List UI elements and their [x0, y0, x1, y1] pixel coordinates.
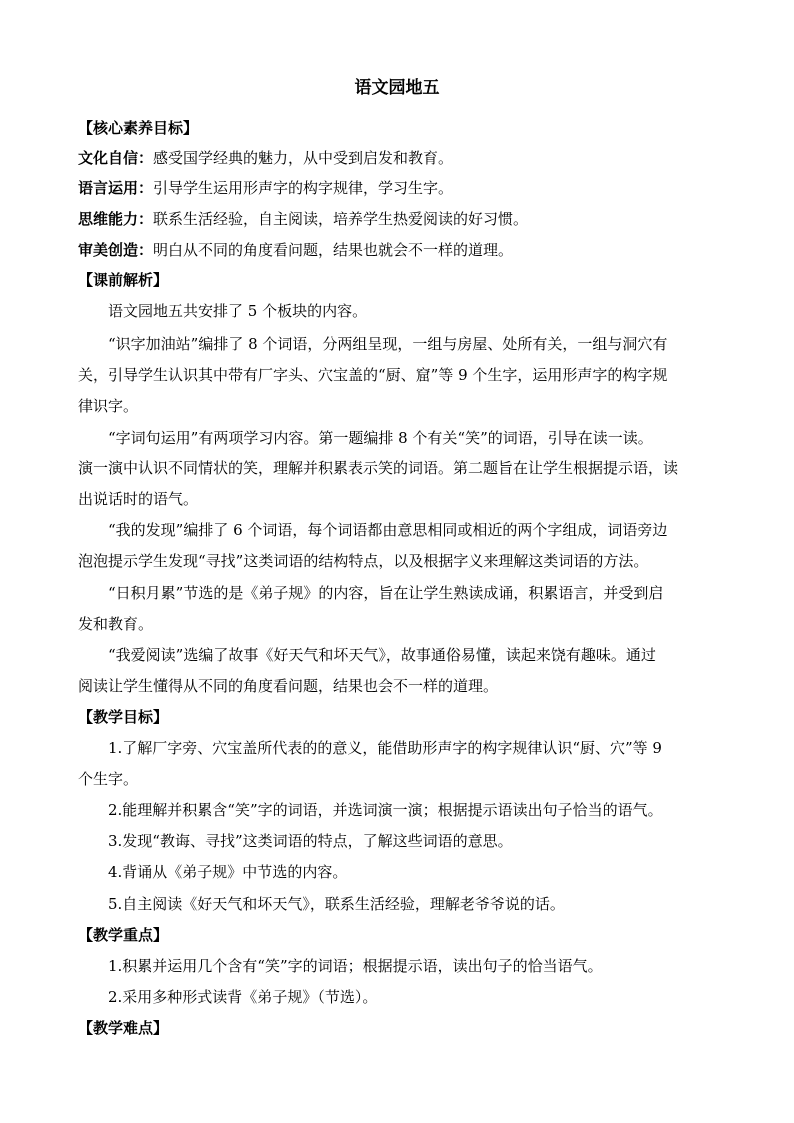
section-heading-core-goals: 【核心素养目标】 — [78, 119, 199, 137]
analysis-line: 律识字。 — [78, 397, 139, 415]
key-point-line: 1.积累并运用几个含有“笑”字的词语；根据提示语，读出句子的恰当语气。 — [108, 957, 603, 975]
key-point-line: 2.采用多种形式读背《弟子规》（节选）。 — [108, 988, 378, 1006]
core-goal-text: 联系生活经验，自主阅读，培养学生热爱阅读的好习惯。 — [153, 210, 529, 228]
analysis-line: 语文园地五共安排了 5 个板块的内容。 — [108, 302, 368, 320]
core-goal-text: 明白从不同的角度看问题，结果也就会不一样的道理。 — [153, 241, 514, 259]
core-goal-item — [78, 239, 728, 261]
analysis-line: 演一演中认识不同情状的笑，理解并积累表示笑的词语。第二题旨在让学生根据提示语，读 — [78, 459, 679, 477]
teaching-goal-line: 1.了解厂字旁、穴宝盖所代表的的意义，能借助形声字的构字规律认识“厨、穴”等 9 — [108, 739, 662, 757]
analysis-line: “我的发现”编排了 6 个词语，每个词语都由意思相同或相近的两个字组成，词语旁边 — [108, 521, 668, 539]
teaching-goal-line: 3.发现“教诲、寻找”这类词语的特点，了解这些词语的意思。 — [108, 832, 513, 850]
teaching-goal-line: 2.能理解并积累含“笑”字的词语，并选词演一演；根据提示语读出句子恰当的语气。 — [108, 801, 663, 819]
core-goal-text: 引导学生运用形声字的构字规律，学习生字。 — [153, 179, 454, 197]
analysis-line: 发和教育。 — [78, 615, 154, 633]
analysis-line: “字词句运用”有两项学习内容。第一题编排 8 个有关“笑”的词语，引导在读一读。 — [108, 429, 653, 447]
teaching-goal-line: 4.背诵从《弟子规》中节选的内容。 — [108, 863, 348, 881]
page-title: 语文园地五 — [354, 78, 440, 98]
core-goal-label: 审美创造： — [78, 241, 154, 259]
core-goal-text: 感受国学经典的魅力，从中受到启发和教育。 — [153, 149, 454, 167]
core-goal-item — [78, 208, 728, 230]
core-goal-label: 语言运用： — [78, 179, 154, 197]
core-goal-label: 文化自信： — [78, 149, 154, 167]
analysis-line: 关，引导学生认识其中带有厂字头、穴宝盖的“厨、窟”等 9 个生字，运用形声字的构字规 — [78, 366, 668, 384]
analysis-line: 阅读让学生懂得从不同的角度看问题，结果也会不一样的道理。 — [78, 677, 499, 695]
core-goal-label: 思维能力： — [78, 210, 154, 228]
teaching-goal-line: 5.自主阅读《好天气和坏天气》，联系生活经验，理解老爷爷说的话。 — [108, 895, 565, 913]
section-heading-key-points: 【教学重点】 — [78, 926, 169, 944]
analysis-line: “日积月累”节选的是《弟子规》的内容，旨在让学生熟读成诵，积累语言，并受到启 — [108, 584, 664, 602]
core-goal-item — [78, 147, 728, 169]
section-heading-analysis: 【课前解析】 — [78, 271, 169, 289]
core-goal-item — [78, 177, 728, 199]
analysis-line: “我爱阅读”选编了故事《好天气和坏天气》，故事通俗易懂，读起来饶有趣味。通过 — [108, 646, 656, 664]
section-heading-teaching-goals: 【教学目标】 — [78, 708, 169, 726]
analysis-line: “识字加油站”编排了 8 个词语，分两组呈现，一组与房屋、处所有关，一组与洞穴有 — [108, 335, 668, 353]
teaching-goal-line: 个生字。 — [78, 770, 139, 788]
analysis-line: 泡泡提示学生发现“寻找”这类词语的结构特点，以及根据字义来理解这类词语的方法。 — [78, 552, 649, 570]
analysis-line: 出说话时的语气。 — [78, 490, 199, 508]
section-heading-difficulties: 【教学难点】 — [78, 1019, 169, 1037]
